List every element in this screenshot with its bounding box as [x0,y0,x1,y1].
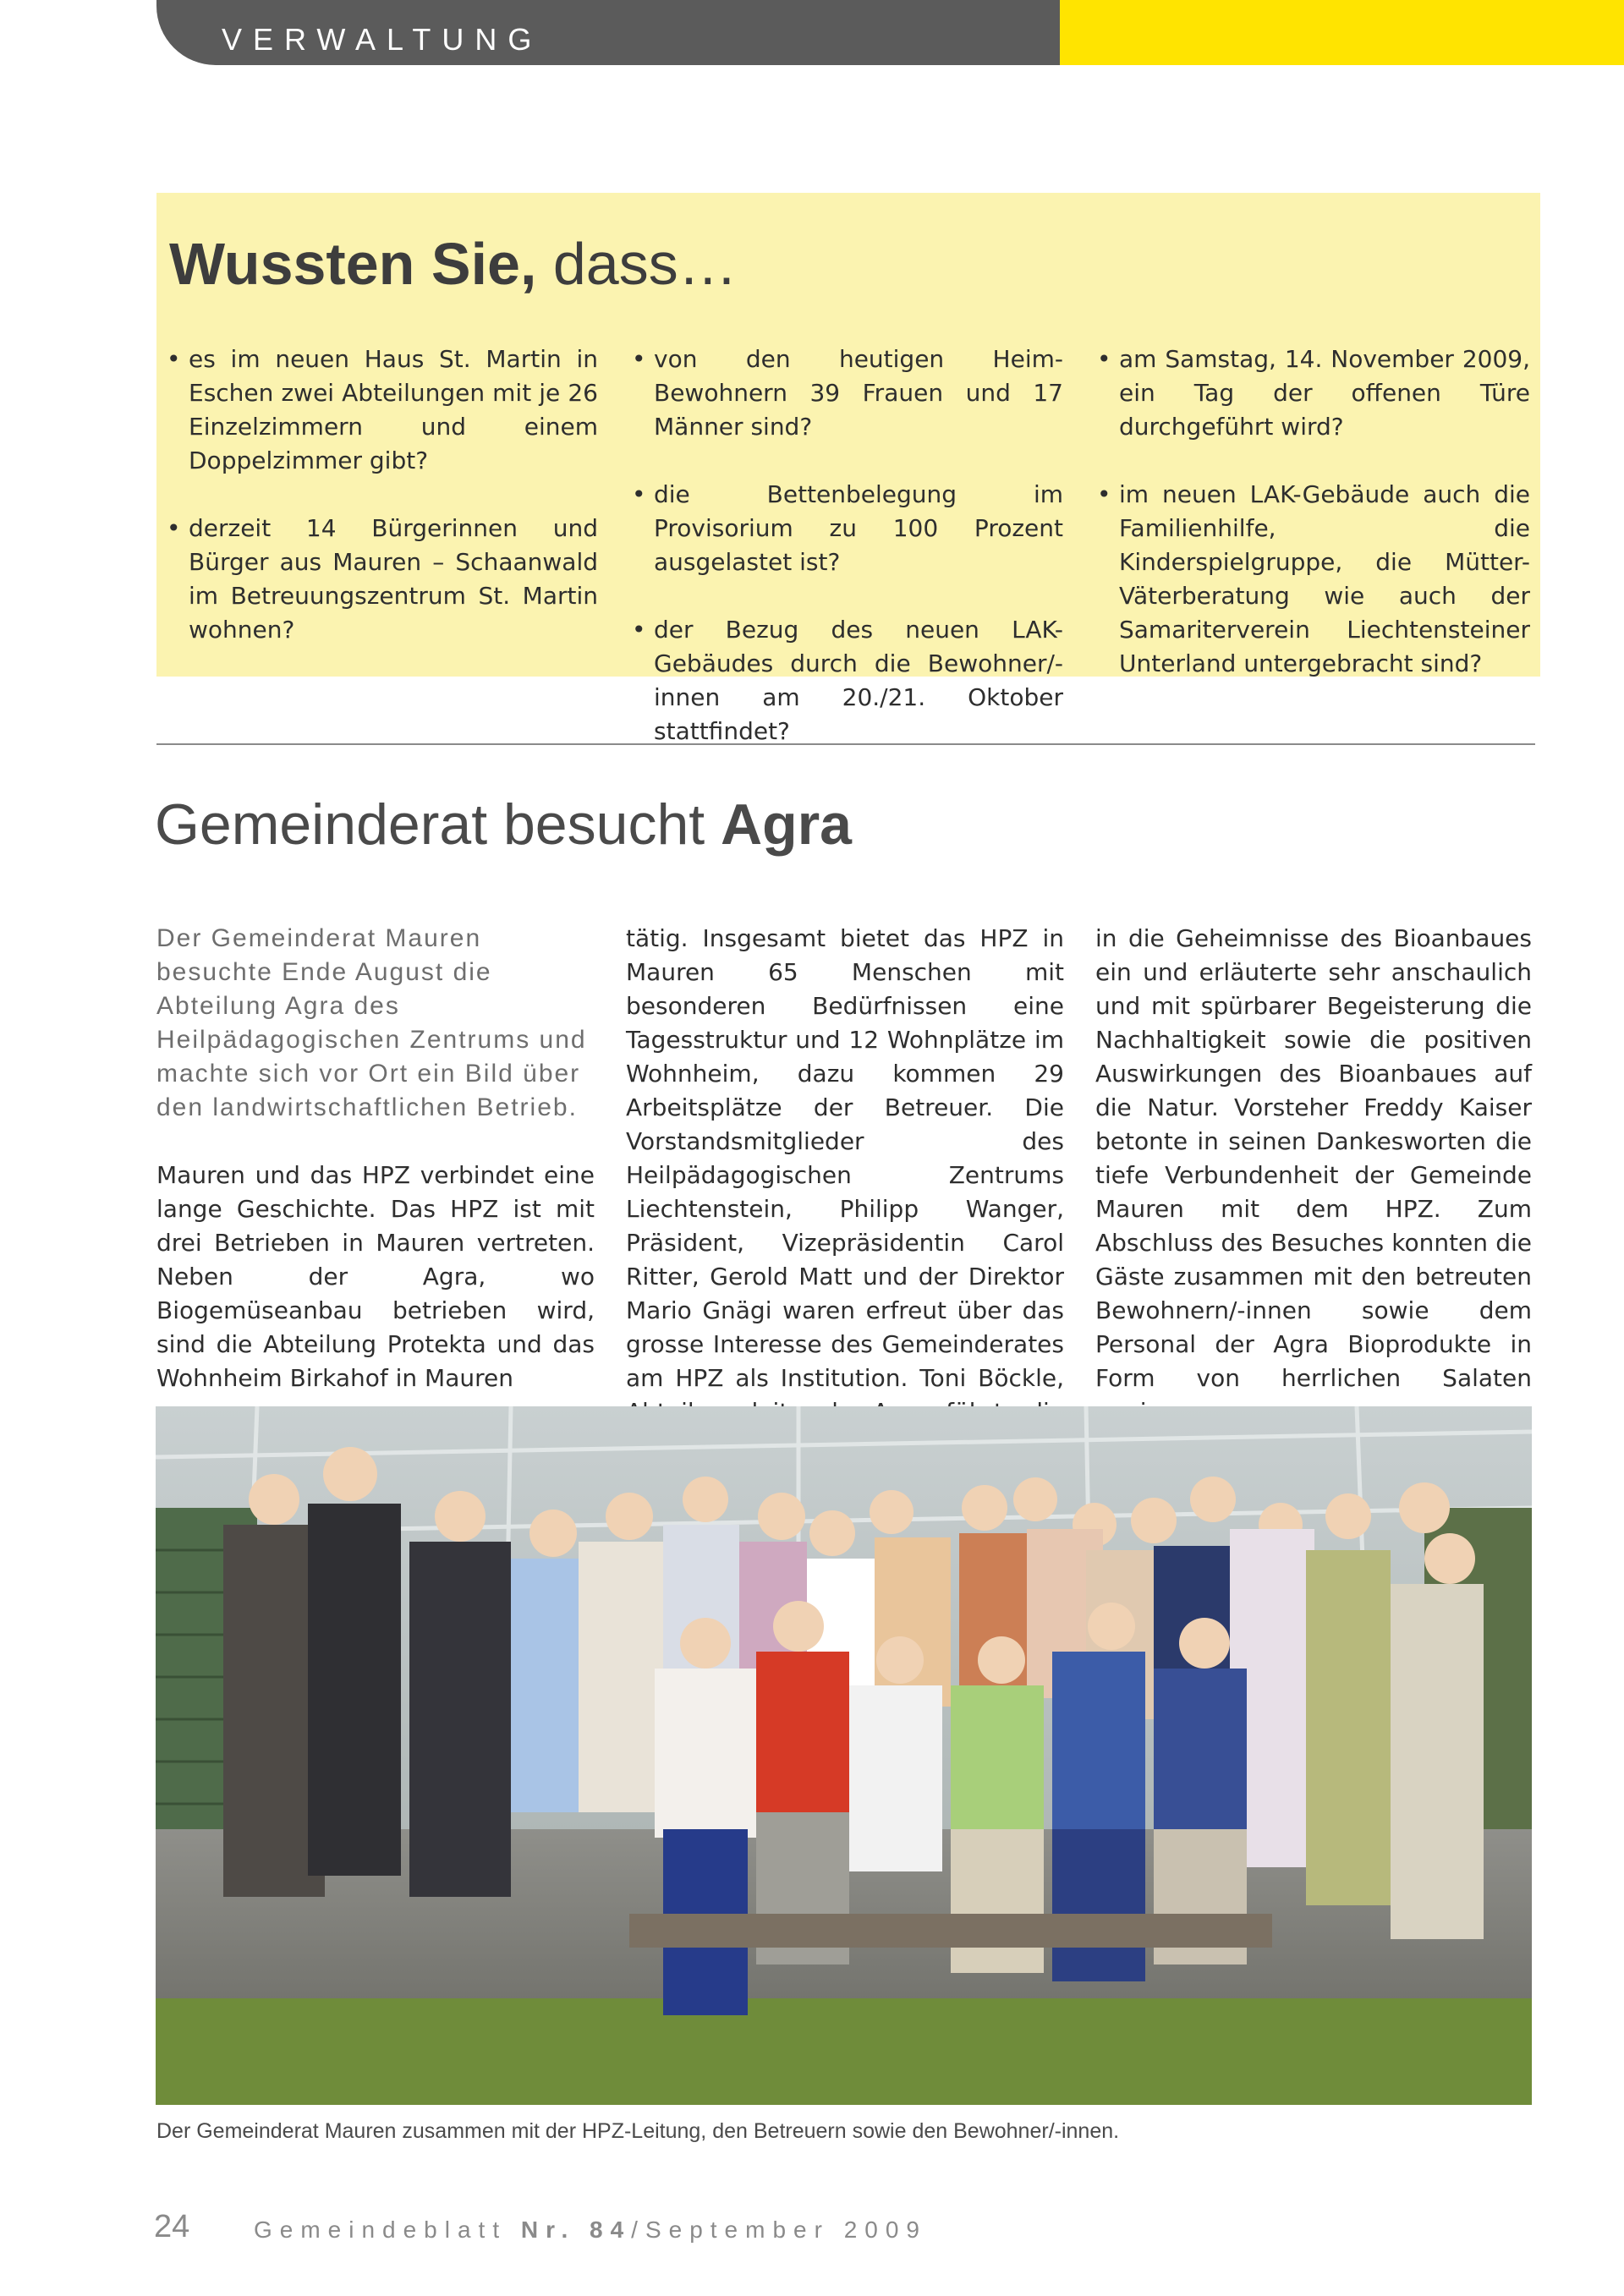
did-you-know-item: • der Bezug des neuen LAK-Gebäudes durch die Bewohner/-innen am 20./21. Oktober stattfindet? [632,613,1063,748]
publication-date: /September 2009 [631,2217,927,2243]
article-headline-strong: Agra [721,792,852,857]
header-accent-bar [1060,0,1624,65]
group-photo [156,1406,1532,2105]
publication-name: Gemeindeblatt [254,2217,521,2243]
article-body-text: tätig. Insgesamt bietet das HPZ in Mauren 65 Menschen mit besonderen Bedürfnissen eine Tagesstruktur und 12 Wohnplätze im Wohnheim, dazu kommen 29 Arbeitsplätze der Betreuer. Die Vorstandsmitglieder des Heilpädagogischen Zentrums Liechtenstein, Philipp Wanger, Präsident, Vizepräsidentin Carol Ritter, Gerold Matt und der Direktor Mario Gnägi waren erfreut über das grosse Interesse des Gemeinderates am HPZ als Institution. Toni Böckle, [626,924,1064,1392]
article-headline-light: Gemeinderat besucht [155,792,721,857]
publication-line [254,2217,927,2244]
issue-number: Nr. 84 [520,2217,632,2243]
did-you-know-title-light: dass… [536,231,738,297]
did-you-know-column-1 [167,342,598,681]
did-you-know-item: • von den heutigen Heim-Bewohnern 39 Frauen und 17 Männer sind? [632,342,1063,444]
did-you-know-column-3 [1097,342,1530,715]
article-headline [155,791,852,858]
article-column-3 [1095,922,1532,1429]
did-you-know-item: • am Samstag, 14. November 2009, ein Tag der offenen Türe durchgeführt wird? [1097,342,1530,444]
did-you-know-item: • die Bettenbelegung im Provisorium zu 100 Prozent ausgelastet ist? [632,478,1063,579]
did-you-know-item: • es im neuen Haus St. Martin in Eschen zwei Abteilungen mit je 26 Einzelzimmern und einem Doppelzimmer gibt? [167,342,598,478]
article-lead: Der Gemeinderat Mauren besuchte Ende August die Abteilung Agra des Heilpädagogischen Zentrums und machte sich vor Ort ein Bild über den landwirtschaftlichen Betrieb. [156,924,587,1121]
article-column-1 [156,922,595,1395]
did-you-know-item: • derzeit 14 Bürgerinnen und Bürger aus Mauren – Schaanwald im Betreuungszentrum St. Martin wohnen? [167,512,598,647]
photo-caption: Der Gemeinderat Mauren zusammen mit der HPZ-Leitung, den Betreuern sowie den Bewohner/-innen. [156,2119,1120,2143]
section-divider [156,743,1535,745]
did-you-know-column-2 [632,342,1063,782]
article-body-text: in die Geheimnisse des Bioanbaues ein und erläuterte sehr anschaulich und mit spürbarer Begeisterung die Nachhaltigkeit sowie die positiven Auswirkungen des Bioanbaues auf die Natur. Vorsteher Freddy Kaiser betonte in seinen Dankesworten die tiefe Verbundenheit der Gemeinde Mauren mit dem HPZ. Zum Abschluss des Besuches konnten die Gäste zusammen mit den betreuten Bewohnern/-innen sowie dem Personal der Agra Bioprodukte in Form von herrlichen Salaten [1095,924,1532,1392]
did-you-know-title [169,230,738,298]
article-body-text: Mauren und das HPZ verbindet eine lange Geschichte. Das HPZ ist mit drei Betrieben in Mauren vertreten. Neben der Agra, wo Biogemüseanbau betrieben wird, sind die Abteilung Protekta und das Wohnheim Birkahof in Mauren [156,1161,595,1392]
did-you-know-item: • im neuen LAK-Gebäude auch die Familienhilfe, die Kinderspielgruppe, die Mütter-Väterberatung wie auch der Samariterverein Liechtensteiner Unterland untergebracht sind? [1097,478,1530,681]
section-title: VERWALTUNG [222,22,543,57]
page-number: 24 [154,2209,190,2244]
article-column-2 [626,922,1064,1463]
did-you-know-title-strong: Wussten Sie, [169,231,537,297]
